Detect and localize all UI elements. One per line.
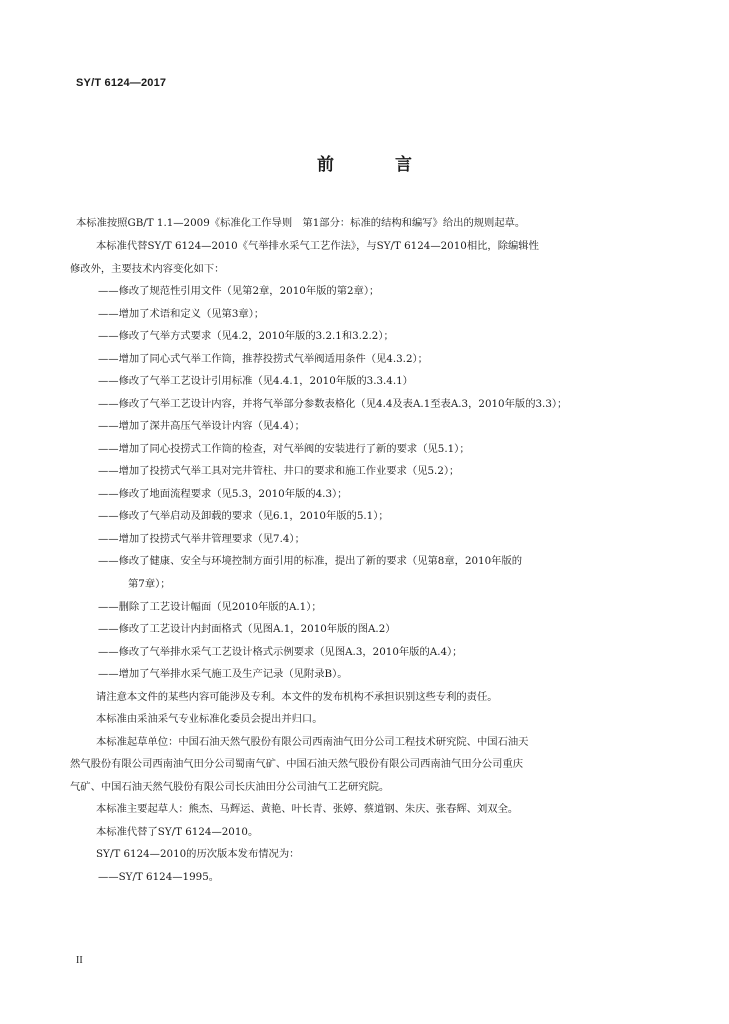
list-item: ——增加了术语和定义（见第3章）； [98, 308, 265, 320]
list-item: ——增加了深井高压气举设计内容（见4.4）； [98, 420, 305, 432]
list-item: ——修改了规范性引用文件（见第2章，2010年版的第2章）； [98, 285, 380, 297]
paragraph-line: 本标准由采油采气专业标准化委员会提出并归口。 [96, 713, 323, 725]
list-item-continuation: 第7章）； [128, 578, 171, 590]
list-item: ——修改了气举方式要求（见4.2，2010年版的3.2.1和3.2.2）； [98, 330, 394, 342]
section-title: 前 言 [317, 155, 434, 175]
list-item: ——增加了同心式气举工作筒，推荐投捞式气举阀适用条件（见4.3.2）； [98, 353, 428, 365]
paragraph-line: 本标准起草单位：中国石油天然气股份有限公司西南油气田分公司工程技术研究院、中国石油天 [96, 736, 529, 748]
list-item: ——修改了气举工艺设计内容，并将气举部分参数表格化（见4.4及表A.1至表A.3，2010年版的3.3）； [98, 398, 568, 410]
paragraph-line: 请注意本文件的某些内容可能涉及专利。本文件的发布机构不承担识别这些专利的责任。 [96, 691, 498, 703]
list-item: ——增加了投捞式气举井管理要求（见7.4）； [98, 533, 305, 545]
list-item: ——修改了工艺设计内封面格式（见图A.1，2010年版的图A.2） [98, 623, 396, 635]
list-item: ——删除了工艺设计幅面（见2010年版的A.1）； [98, 601, 322, 613]
list-item: ——SY/T 6124—1995。 [98, 871, 220, 883]
paragraph-line: 气矿、中国石油天然气股份有限公司长庆油田分公司油气工艺研究院。 [70, 781, 390, 793]
paragraph-line: 本标准代替了SY/T 6124—2010。 [96, 826, 259, 838]
paragraph-line: 本标准按照GB/T 1.1—2009《标准化工作导则 第1部分：标准的结构和编写》给出的规则起草。 [76, 217, 526, 229]
list-item: ——增加了投捞式气举工具对完井管柱、井口的要求和施工作业要求（见5.2）； [98, 465, 460, 477]
list-item: ——修改了气举启动及卸载的要求（见6.1，2010年版的5.1）； [98, 510, 389, 522]
paragraph-line: 修改外，主要技术内容变化如下： [70, 263, 225, 275]
paragraph-line: 然气股份有限公司西南油气田分公司蜀南气矿、中国石油天然气股份有限公司西南油气田分公司重庆 [70, 758, 524, 770]
list-item: ——增加了气举排水采气施工及生产记录（见附录B）。 [98, 668, 348, 680]
list-item: ——增加了同心投捞式工作筒的检查，对气举阀的安装进行了新的要求（见5.1）； [98, 443, 470, 455]
paragraph-line: SY/T 6124—2010的历次版本发布情况为： [96, 848, 300, 860]
page-number: II [76, 955, 83, 966]
standard-number-header: SY/T 6124—2017 [76, 77, 167, 89]
list-item: ——修改了健康、安全与环境控制方面引用的标准，提出了新的要求（见第8章，2010年版的 [98, 555, 523, 567]
list-item: ——修改了地面流程要求（见5.3，2010年版的4.3）； [98, 488, 348, 500]
paragraph-line: 本标准代替SY/T 6124—2010《气举排水采气工艺作法》，与SY/T 6124—2010相比，除编辑性 [96, 240, 539, 252]
list-item: ——修改了气举排水采气工艺设计格式示例要求（见图A.3，2010年版的A.4）； [98, 646, 463, 658]
list-item: ——修改了气举工艺设计引用标准（见4.4.1，2010年版的3.3.4.1） [98, 375, 413, 387]
paragraph-line: 本标准主要起草人：熊杰、马辉运、黄艳、叶长青、张婷、蔡道钢、朱庆、张春辉、刘双全。 [96, 803, 519, 815]
